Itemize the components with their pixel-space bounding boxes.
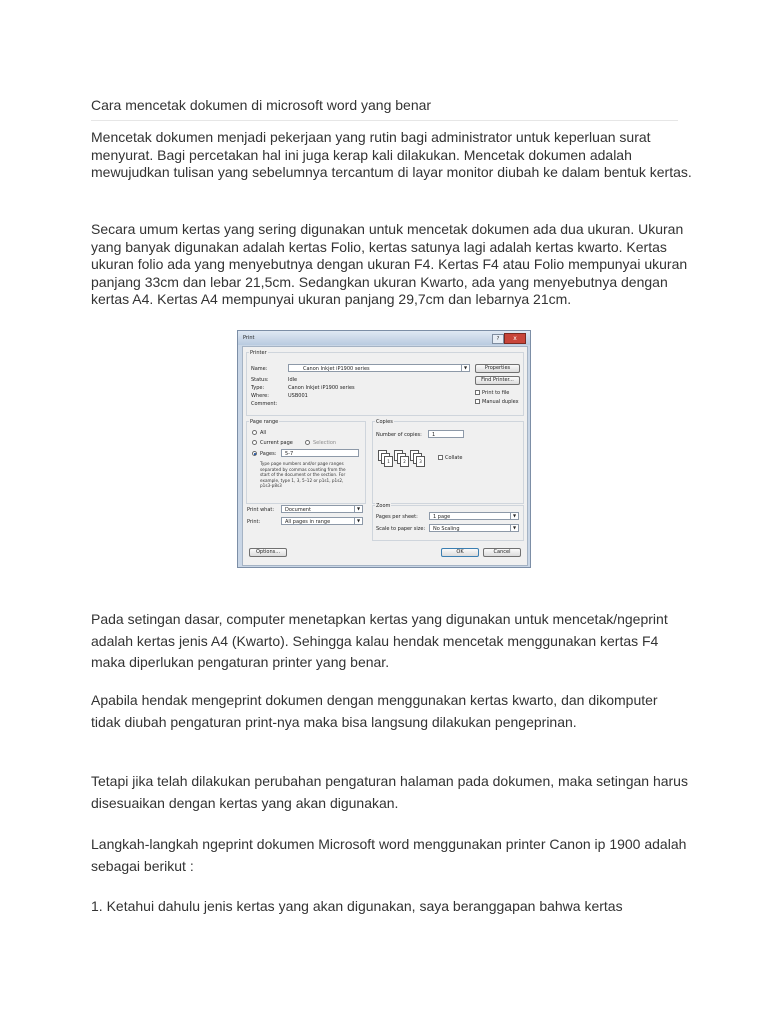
options-button[interactable]: Options... <box>249 548 287 557</box>
print-to-file-checkbox[interactable] <box>475 390 480 395</box>
copies-group-label: Copies <box>376 419 393 425</box>
where-label: Where: <box>251 393 269 399</box>
range-pages-label: Pages: <box>260 451 277 457</box>
close-icon[interactable]: x <box>504 333 526 344</box>
zoom-group <box>372 505 524 541</box>
scale-label: Scale to paper size: <box>376 526 426 532</box>
printer-group-label: Printer <box>250 350 267 356</box>
pages-per-sheet-value: 1 page <box>433 514 451 520</box>
status-value: Idle <box>288 377 298 383</box>
chevron-down-icon: ▼ <box>510 525 518 531</box>
collate-checkbox[interactable] <box>438 455 443 460</box>
manual-duplex-checkbox[interactable] <box>475 399 480 404</box>
print-dialog-screenshot <box>237 330 531 568</box>
printer-name-value: Canon Inkjet iP1900 series <box>303 366 370 372</box>
help-icon[interactable]: ? <box>492 334 504 344</box>
page-range-label: Page range <box>250 419 279 425</box>
print-select[interactable] <box>281 517 363 525</box>
scale-value: No Scaling <box>433 526 460 532</box>
range-all-label: All <box>260 430 267 436</box>
status-label: Status: <box>251 377 269 383</box>
dialog-body <box>242 346 528 566</box>
type-label: Type: <box>251 385 265 391</box>
chevron-down-icon: ▼ <box>354 518 362 524</box>
page-icon: 1 <box>384 456 393 467</box>
page-icon: 2 <box>400 456 409 467</box>
paragraph-paper-sizes: Secara umum kertas yang sering digunakan untuk mencetak dokumen ada dua ukuran. Ukuran yang banyak digunakan adalah kertas Folio, kertas satunya lagi adalah kertas kwarto. Kertas ukuran folio ada yang menyebutnya dengan ukuran F4. Kertas F4 atau Folio mempunyai ukuran panjang 33cm dan lebar 21,5cm. Sedangkan ukuran Kwarto, ada yang menyebutnya dengan kertas A4. Kertas A4 mempunyai ukuran panjang 29,7cm dan lebarnya 21cm. <box>91 221 688 307</box>
range-selection-label: Selection <box>313 440 337 446</box>
print-label: Print: <box>247 519 261 525</box>
dialog-titlebar <box>238 331 530 345</box>
page-icon: 3 <box>416 456 425 467</box>
chevron-down-icon: ▼ <box>461 365 469 371</box>
chevron-down-icon: ▼ <box>354 506 362 512</box>
paragraph-kwarto-print: Apabila hendak mengeprint dokumen dengan menggunakan kertas kwarto, dan dikomputer tidak diubah pengaturan print-nya maka bisa langsung dilakukan pengeprinan. <box>91 692 658 730</box>
pages-per-sheet-label: Pages per sheet: <box>376 514 418 520</box>
dialog-title: Print <box>243 335 255 341</box>
number-of-copies-label: Number of copies: <box>376 432 422 438</box>
range-current-label: Current page <box>260 440 293 446</box>
paragraph-default-setting: Pada setingan dasar, computer menetapkan kertas yang digunakan untuk mencetak/ngeprint adalah kertas jenis A4 (Kwarto). Sehingga kalau hendak mencetak menggunakan kertas F4 maka diperlukan pengaturan printer yang benar. <box>91 611 668 670</box>
pages-help-note: Type page numbers and/or page ranges separated by commas counting from the start of the document or the section. For example, type 1, 3, 5–12 or p1s1, p1s2, p1s3-p8s3 <box>260 461 346 488</box>
paragraph-steps-intro: Langkah-langkah ngeprint dokumen Microsoft word menggunakan printer Canon ip 1900 adalah sebagai berikut : <box>91 836 687 874</box>
printer-name-select[interactable] <box>288 364 470 372</box>
print-value: All pages in range <box>285 519 331 525</box>
print-what-select[interactable] <box>281 505 363 513</box>
print-what-value: Document <box>285 507 311 513</box>
zoom-group-label: Zoom <box>376 503 391 509</box>
range-all-radio[interactable] <box>252 430 257 435</box>
pages-per-sheet-select[interactable] <box>429 512 519 520</box>
range-selection-radio[interactable] <box>305 440 310 445</box>
pages-input[interactable] <box>281 449 359 457</box>
pages-input-value: 5-7 <box>285 451 294 457</box>
range-pages-radio[interactable] <box>252 451 257 456</box>
print-what-label: Print what: <box>247 507 275 513</box>
find-printer-button[interactable]: Find Printer... <box>475 376 520 385</box>
ok-button[interactable]: OK <box>441 548 479 557</box>
article-title: Cara mencetak dokumen di microsoft word yang benar <box>91 97 432 113</box>
name-label: Name: <box>251 366 268 372</box>
chevron-down-icon: ▼ <box>510 513 518 519</box>
type-value: Canon Inkjet iP1900 series <box>288 385 355 391</box>
properties-button[interactable]: Properties <box>475 364 520 373</box>
print-to-file-label: Print to file <box>482 390 510 396</box>
where-value: USB001 <box>288 393 308 399</box>
cancel-button[interactable]: Cancel <box>483 548 521 557</box>
paragraph-adjust-setting: Tetapi jika telah dilakukan perubahan pengaturan halaman pada dokumen, maka setingan harus disesuaikan dengan kertas yang akan digunakan. <box>91 773 688 811</box>
number-of-copies-value: 1 <box>432 432 436 438</box>
title-divider <box>91 120 678 121</box>
number-of-copies-input[interactable] <box>428 430 464 438</box>
comment-label: Comment: <box>251 401 278 407</box>
paragraph-intro: Mencetak dokumen menjadi pekerjaan yang rutin bagi administrator untuk keperluan surat menyurat. Bagi percetakan hal ini juga kerap kali dilakukan. Mencetak dokumen adalah mewujudkan tulisan yang sebelumnya tercantum di layar monitor diubah ke dalam bentuk kertas. <box>91 129 692 180</box>
scale-select[interactable] <box>429 524 519 532</box>
collate-label: Collate <box>445 455 463 461</box>
paragraph-step-1: 1. Ketahui dahulu jenis kertas yang akan digunakan, saya beranggapan bahwa kertas <box>91 898 623 914</box>
manual-duplex-label: Manual duplex <box>482 399 519 405</box>
range-current-radio[interactable] <box>252 440 257 445</box>
